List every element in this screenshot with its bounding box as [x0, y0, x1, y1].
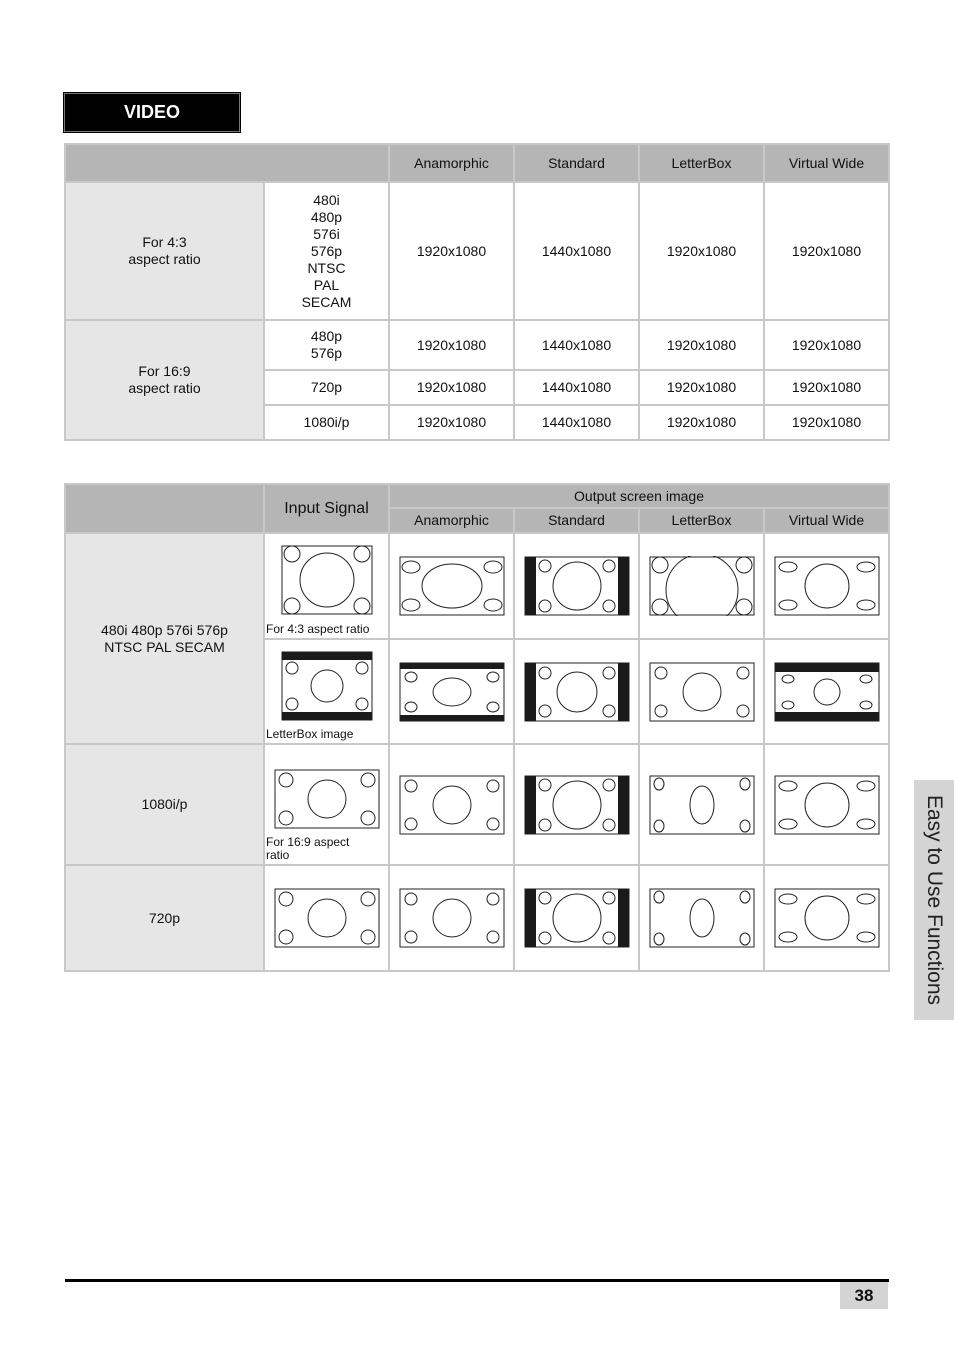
value-cell: 1440x1080 [514, 182, 639, 320]
black-bar [525, 663, 536, 721]
input-cell [264, 744, 389, 865]
screen-169-vw-graphic [774, 888, 880, 948]
screen-169-lb-graphic [649, 775, 755, 835]
value-cell: 1920x1080 [764, 182, 889, 320]
output-cell [639, 865, 764, 971]
screen-image-output [390, 662, 513, 722]
black-bar [775, 712, 879, 721]
screen-image-output [640, 556, 763, 616]
output-cell [389, 639, 514, 744]
screen-frame [275, 889, 379, 947]
output-cell [389, 533, 514, 639]
output-cell [764, 639, 889, 744]
row-label-1080: 1080i/p [65, 744, 264, 865]
value-cell: 1920x1080 [389, 320, 514, 370]
header-letterbox: LetterBox [639, 508, 764, 533]
value-cell: 1920x1080 [389, 182, 514, 320]
input-caption: For 16:9 aspect ratio [266, 835, 350, 862]
header-letterbox: LetterBox [639, 144, 764, 182]
screen-frame [650, 557, 754, 615]
header-anamorphic: Anamorphic [389, 508, 514, 533]
header-input-signal: Input Signal [264, 484, 389, 533]
screen-image-table [64, 483, 890, 972]
value-cell: 1440x1080 [514, 405, 639, 440]
output-cell [764, 744, 889, 865]
screen-image-input [265, 651, 388, 721]
header-blank [65, 484, 264, 533]
black-bar [525, 557, 536, 615]
screen-169-ana-graphic [399, 775, 505, 835]
side-tab-section [914, 780, 954, 1020]
screen-image-output [765, 662, 888, 722]
output-cell [389, 744, 514, 865]
output-cell [514, 865, 639, 971]
output-cell [764, 865, 889, 971]
screen-image-output [390, 775, 513, 835]
screen-frame [400, 776, 504, 834]
black-bar [618, 557, 629, 615]
screen-43-graphic [281, 545, 373, 615]
screen-frame [282, 546, 372, 614]
signal-cell: 1080i/p [264, 405, 389, 440]
screen-frame [525, 557, 629, 615]
black-bar [618, 889, 629, 947]
screen-169-vw-graphic [774, 775, 880, 835]
screen-image-input [265, 769, 388, 829]
screen-frame [650, 663, 754, 721]
screen-frame [525, 776, 629, 834]
screen-169-graphic [274, 769, 380, 829]
black-bar [618, 776, 629, 834]
screen-169-std-graphic [524, 775, 630, 835]
screen-frame [650, 776, 754, 834]
output-cell [639, 533, 764, 639]
screen-image-output [640, 888, 763, 948]
group-label-16-9: For 16:9 aspect ratio [65, 320, 264, 440]
signal-cell: 480i 480p 576i 576p NTSC PAL SECAM [264, 182, 389, 320]
row-label-720: 720p [65, 865, 264, 971]
input-cell [264, 533, 389, 639]
footer-rule [65, 1279, 889, 1282]
value-cell: 1920x1080 [639, 405, 764, 440]
black-bar [282, 712, 372, 720]
header-anamorphic: Anamorphic [389, 144, 514, 182]
value-cell: 1440x1080 [514, 370, 639, 405]
output-cell [514, 639, 639, 744]
black-bar [282, 652, 372, 660]
black-bar [400, 663, 504, 669]
output-cell [389, 865, 514, 971]
black-bar [775, 663, 879, 672]
screen-frame [775, 557, 879, 615]
screen-image-output [515, 775, 638, 835]
screen-lb-std-graphic [524, 662, 630, 722]
resolution-table [64, 143, 890, 441]
value-cell: 1920x1080 [764, 320, 889, 370]
page-number: 38 [840, 1282, 888, 1309]
value-cell: 1920x1080 [639, 320, 764, 370]
screen-43-vw-graphic [774, 556, 880, 616]
value-cell: 1920x1080 [389, 370, 514, 405]
screen-169-ana-graphic [399, 888, 505, 948]
screen-image-output [390, 556, 513, 616]
input-cell [264, 865, 389, 971]
screen-image-output [765, 556, 888, 616]
value-cell: 1920x1080 [764, 405, 889, 440]
row-label-sd-signals: 480i 480p 576i 576p NTSC PAL SECAM [65, 533, 264, 744]
value-cell: 1920x1080 [639, 182, 764, 320]
side-tab-label: Easy to Use Functions [923, 794, 946, 1006]
header-virtual-wide: Virtual Wide [764, 508, 889, 533]
header-blank [65, 144, 389, 182]
input-caption: For 4:3 aspect ratio [266, 622, 370, 636]
screen-image-output [515, 662, 638, 722]
input-cell [264, 639, 389, 744]
screen-43-ana-graphic [399, 556, 505, 616]
signal-cell: 480p 576p [264, 320, 389, 370]
screen-image-output [640, 775, 763, 835]
output-cell [764, 533, 889, 639]
screen-image-output [515, 556, 638, 616]
output-cell [514, 744, 639, 865]
screen-frame [400, 889, 504, 947]
value-cell: 1920x1080 [764, 370, 889, 405]
black-bar [400, 715, 504, 721]
header-standard: Standard [514, 508, 639, 533]
value-cell: 1440x1080 [514, 320, 639, 370]
value-cell: 1920x1080 [389, 405, 514, 440]
screen-image-input [265, 545, 388, 615]
screen-43-lb-graphic [649, 556, 755, 616]
screen-169-graphic [274, 888, 380, 948]
screen-frame [525, 889, 629, 947]
header-standard: Standard [514, 144, 639, 182]
screen-frame [775, 889, 879, 947]
screen-image-output [515, 888, 638, 948]
black-bar [618, 663, 629, 721]
section-badge-video: VIDEO [64, 93, 240, 132]
screen-frame [282, 652, 372, 720]
value-cell: 1920x1080 [639, 370, 764, 405]
screen-43-std-graphic [524, 556, 630, 616]
screen-image-output [390, 888, 513, 948]
screen-169-lb-graphic [649, 888, 755, 948]
output-cell [639, 744, 764, 865]
signal-cell: 720p [264, 370, 389, 405]
screen-169-std-graphic [524, 888, 630, 948]
input-caption: LetterBox image [266, 727, 354, 741]
black-bar [525, 776, 536, 834]
screen-image-output [640, 662, 763, 722]
black-bar [525, 889, 536, 947]
screen-lb-lb-graphic [649, 662, 755, 722]
header-output-screen-image: Output screen image [389, 484, 889, 508]
screen-frame [400, 557, 504, 615]
screen-frame [775, 776, 879, 834]
screen-image-input [265, 888, 388, 948]
screen-image-output [765, 775, 888, 835]
output-cell [514, 533, 639, 639]
output-cell [639, 639, 764, 744]
screen-lb-ana-graphic [399, 662, 505, 722]
group-label-4-3: For 4:3 aspect ratio [65, 182, 264, 320]
header-virtual-wide: Virtual Wide [764, 144, 889, 182]
screen-lb-vw-graphic [774, 662, 880, 722]
screen-lb-graphic [281, 651, 373, 721]
screen-frame [650, 889, 754, 947]
screen-frame [400, 663, 504, 721]
screen-frame [275, 770, 379, 828]
screen-image-output [765, 888, 888, 948]
